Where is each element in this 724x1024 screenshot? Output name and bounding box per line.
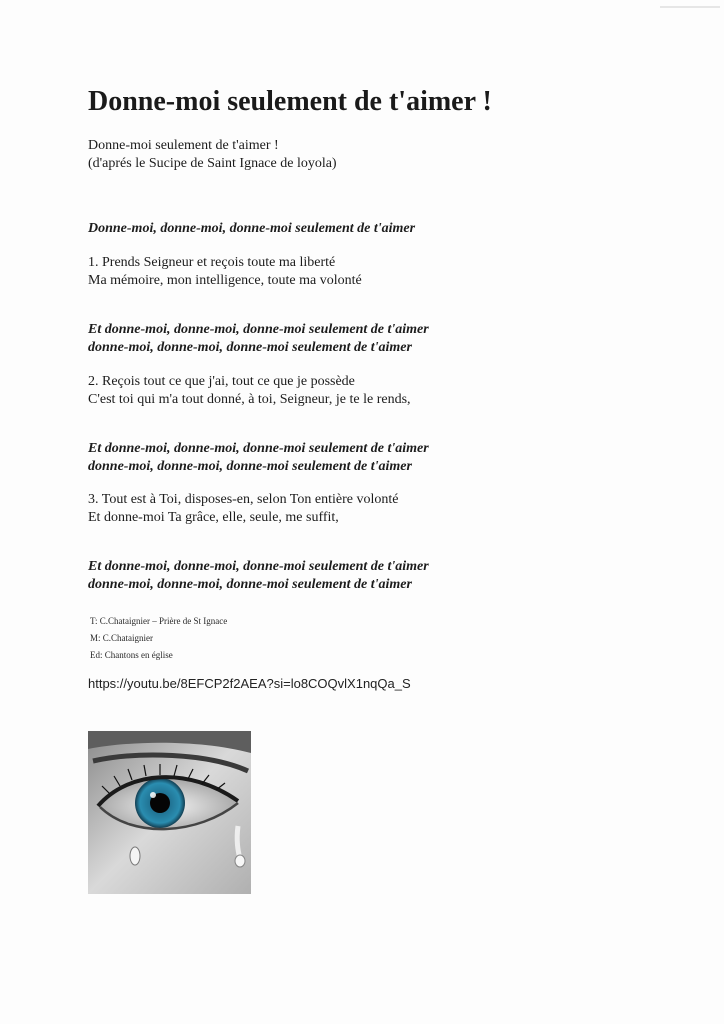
- refrain-intro-line: Donne-moi, donne-moi, donne-moi seulement de t'aimer: [88, 221, 416, 236]
- source-note: (d'aprés le Sucipe de Saint Ignace de loyola): [88, 156, 337, 171]
- credit-text: T: C.Chataignier – Prière de St Ignace: [90, 616, 228, 626]
- verse-line: 3. Tout est à Toi, disposes-en, selon Ton entière volonté: [88, 492, 399, 507]
- credit-edition: Ed: Chantons en église: [90, 650, 173, 660]
- credits: [90, 613, 227, 664]
- subtitle-line: Donne-moi seulement de t'aimer !: [88, 138, 279, 153]
- verse-1: [88, 254, 362, 290]
- credit-music: M: C.Chataignier: [90, 633, 153, 643]
- refrain-2: [88, 440, 429, 476]
- verse-2: [88, 373, 411, 409]
- page-title: Donne-moi seulement de t'aimer !: [88, 86, 492, 117]
- youtube-link[interactable]: https://youtu.be/8EFCP2f2AEA?si=lo8COQvlX1nqQa_S: [88, 676, 411, 691]
- subtitle-block: [88, 137, 337, 173]
- refrain-line: donne-moi, donne-moi, donne-moi seulement de t'aimer: [88, 340, 412, 355]
- verse-line: Ma mémoire, mon intelligence, toute ma volonté: [88, 273, 362, 288]
- refrain-3: [88, 558, 429, 594]
- verse-line: Et donne-moi Ta grâce, elle, seule, me suffit,: [88, 510, 339, 525]
- refrain-line: Et donne-moi, donne-moi, donne-moi seulement de t'aimer: [88, 559, 429, 574]
- scan-edge-mark: [660, 6, 720, 8]
- verse-line: C'est toi qui m'a tout donné, à toi, Seigneur, je te le rends,: [88, 392, 411, 407]
- refrain-line: Et donne-moi, donne-moi, donne-moi seulement de t'aimer: [88, 441, 429, 456]
- refrain-intro: [88, 220, 415, 238]
- verse-3: [88, 491, 398, 527]
- refrain-line: donne-moi, donne-moi, donne-moi seulement de t'aimer: [88, 459, 412, 474]
- crying-eye-icon: [88, 731, 251, 894]
- crying-eye-photo: [88, 731, 251, 894]
- refrain-line: donne-moi, donne-moi, donne-moi seulement de t'aimer: [88, 577, 412, 592]
- refrain-line: Et donne-moi, donne-moi, donne-moi seulement de t'aimer: [88, 322, 429, 337]
- verse-line: 1. Prends Seigneur et reçois toute ma liberté: [88, 255, 336, 270]
- verse-line: 2. Reçois tout ce que j'ai, tout ce que je possède: [88, 374, 355, 389]
- refrain-1: [88, 321, 429, 357]
